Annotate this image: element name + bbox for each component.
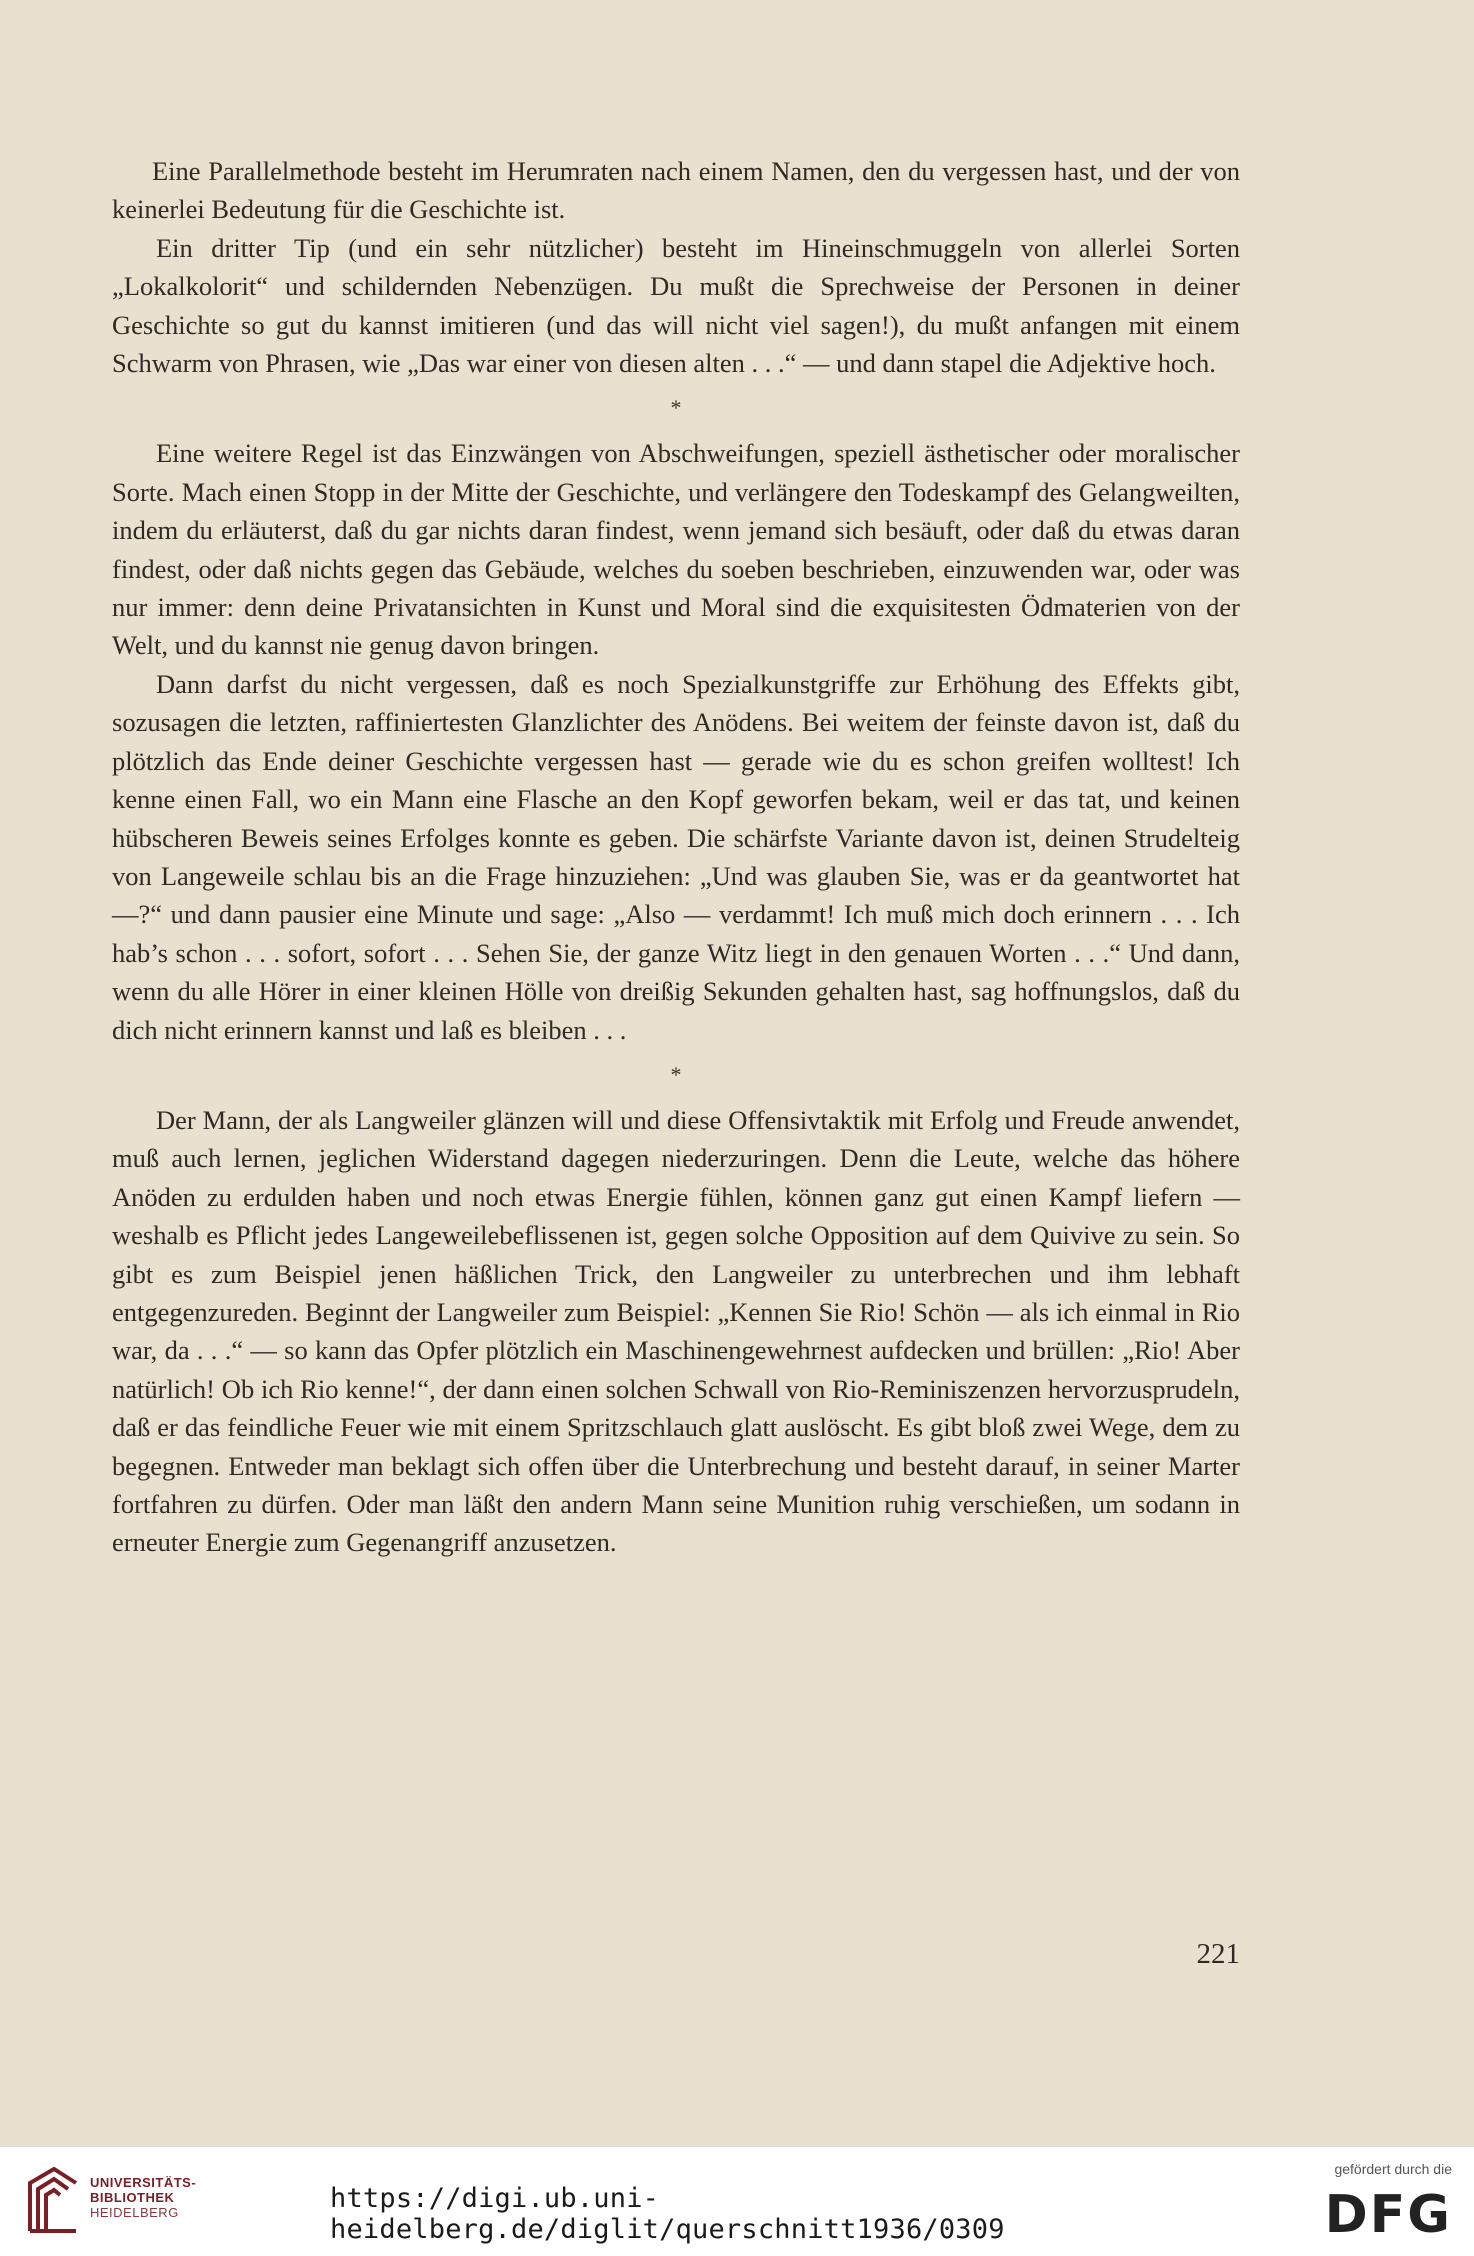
library-name[interactable] (90, 2175, 196, 2220)
dfg-logo[interactable]: DFG (1324, 2185, 1452, 2245)
library-name-line: HEIDELBERG (90, 2205, 179, 2220)
viewer-footer (0, 2146, 1474, 2256)
library-name-line: BIBLIOTHEK (90, 2190, 175, 2205)
paragraph: Ein dritter Tip (und ein sehr nützlicher) besteht im Hineinschmuggeln von allerlei Sorten „Lokalkolorit“ und schildernden Nebenzügen. Du mußt die Sprechweise der Personen in deiner Geschichte so gut du kannst imitieren (und das will nicht viel sagen!), du mußt anfangen mit einem Schwarm von Phrasen, wie „Das war einer von diesen alten . . .“ — und dann stapel die Adjektive hoch. (112, 232, 1240, 379)
paragraph: Eine Parallelmethode besteht im Herumraten nach einem Namen, den du vergessen hast, und der von keinerlei Bedeutung für die Geschichte ist. (112, 156, 1240, 225)
page-number: 221 (1196, 1938, 1240, 1970)
permalink-url[interactable]: https://digi.ub.uni-heidelberg.de/diglit/querschnitt1936/0309 (330, 2183, 1005, 2245)
paragraph: Der Mann, der als Langweiler glänzen will und diese Offensivtaktik mit Erfolg und Freude anwendet, muß auch lernen, jeglichen Widerstand dagegen niederzuringen. Denn die Leute, welche das höhere Anöden zu erdulden haben und noch etwas Energie fühlen, können ganz gut einen Kampf liefern — weshalb es Pflicht jedes Langeweilebeflissenen ist, gegen solche Opposition auf dem Quivive zu sein. So gibt es zum Beispiel jenen häßlichen Trick, den Langweiler zu unterbrechen und ihm lebhaft entgegenzureden. Beginnt der Langweiler zum Beispiel: „Kennen Sie Rio! Schön — als ich einmal in Rio war, da . . .“ — so kann das Opfer plötzlich ein Maschinengewehrnest aufdecken und brüllen: „Rio! Aber natürlich! Ob ich Rio kenne!“, der dann einen solchen Schwall von Rio-Reminiszenzen hervorzusprudeln, daß er das feindliche Feuer wie mit einem Spritzschlauch glatt auslöscht. Es gibt bloß zwei Wege, dem zu begegnen. Entweder man beklagt sich offen über die Unterbrechung und besteht darauf, in seiner Marter fortfahren zu dürfen. Oder man läßt den andern Mann seine Munition ruhig verschießen, um sodann in erneuter Energie zum Gegenangriff anzusetzen. (112, 1104, 1240, 1558)
section-separator: * (670, 1061, 682, 1087)
library-logo-icon (24, 2165, 82, 2235)
funding-note: gefördert durch die (1334, 2161, 1452, 2177)
body-text (112, 152, 1240, 1562)
paragraph: Eine weitere Regel ist das Einzwängen von Abschweifungen, speziell ästhetischer oder moralischer Sorte. Mach einen Stopp in der Mitte der Geschichte, und verlängere den Todeskampf des Gelangweilten, indem du erläuterst, daß du gar nichts daran findest, wenn jemand sich besäuft, oder daß du etwas daran findest, oder daß nichts gegen das Gebäude, welches du soeben beschrieben, einzuwenden war, oder was nur immer: denn deine Privatansichten in Kunst und Moral sind die exquisitesten Ödmaterien von der Welt, und du kannst nie genug davon bringen. (112, 438, 1240, 661)
paragraph: Dann darfst du nicht vergessen, daß es noch Spezialkunstgriffe zur Erhöhung des Effekts gibt, sozusagen die letzten, raffiniertesten Glanzlichter des Anödens. Bei weitem der feinste davon ist, daß du plötzlich das Ende deiner Geschichte vergessen hast — gerade wie du es schon greifen wolltest! Ich kenne einen Fall, wo ein Mann eine Flasche an den Kopf geworfen bekam, weil er das tat, und keinen hübscheren Beweis seines Erfolges konnte es geben. Die schärfste Variante davon ist, deinen Strudelteig von Langeweile schlau bis an die Frage hinzuziehen: „Und was glauben Sie, was er da geantwortet hat —?“ und dann pausier eine Minute und sage: „Also — verdammt! Ich muß mich doch erinnern . . . Ich hab’s schon . . . sofort, sofort . . . Sehen Sie, der ganze Witz liegt in den genauen Worten . . .“ Und dann, wenn du alle Hörer in einer kleinen Hölle von dreißig Sekunden gehalten hast, sag hoffnungslos, daß du dich nicht erinnern kannst und laß es bleiben . . . (112, 668, 1240, 1045)
library-name-line: UNIVERSITÄTS- (90, 2175, 197, 2190)
section-separator: * (670, 395, 682, 421)
